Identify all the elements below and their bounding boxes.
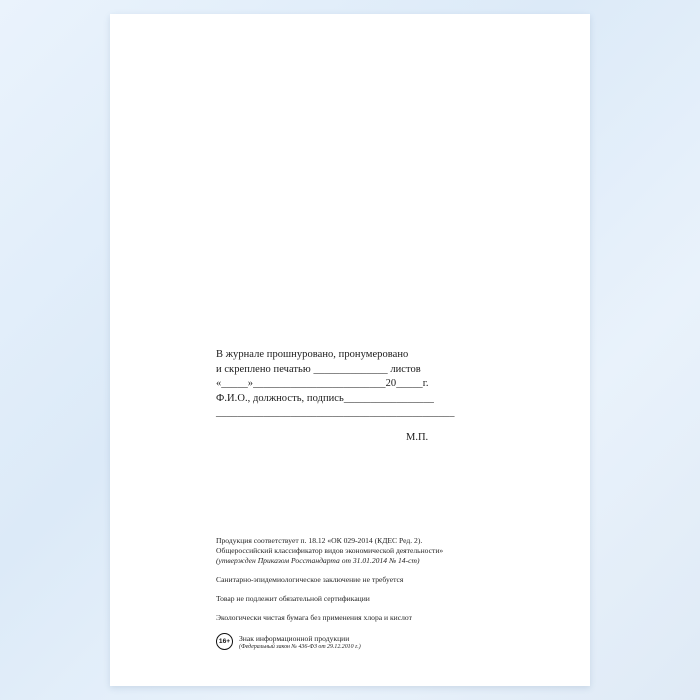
age-mark-row	[216, 633, 566, 651]
certification-line-2: и скреплено печатью ______________ листов	[216, 363, 421, 375]
compliance-line-1: Продукция соответствует п. 18.12 «ОК 029-2014 (КДЕС Ред. 2).	[216, 536, 423, 545]
certification-note: Товар не подлежит обязательной сертификации	[216, 594, 370, 604]
sanitary-note: Санитарно-эпидемиологическое заключение не требуется	[216, 575, 404, 585]
certification-line-5: _____________________________________________	[216, 407, 455, 419]
compliance-line-2: Общероссийский классификатор видов экономической деятельности»	[216, 546, 444, 556]
age-mark-subtitle: (Федеральный закон № 436-ФЗ от 29.12.2010 г.)	[239, 643, 361, 650]
age-mark-title: Знак информационной продукции	[239, 633, 350, 643]
stamp-place-label: М.П.	[406, 432, 429, 443]
document-page	[110, 14, 590, 686]
certification-line-1: В журнале прошнуровано, пронумеровано	[216, 349, 409, 360]
compliance-line-3: (утвержден Приказом Росстандарта от 31.01.2014 № 14-ст)	[216, 556, 420, 566]
age-rating-icon: 16+	[216, 633, 233, 650]
certification-line-3: «_____»_________________________20_____г.	[216, 378, 429, 390]
certification-block	[216, 348, 546, 421]
eco-paper-note: Экологически чистая бумага без применения хлора и кислот	[216, 613, 412, 623]
product-compliance-block	[216, 536, 566, 566]
certification-line-4: Ф.И.О., должность, подпись_________________	[216, 392, 434, 404]
legal-block	[216, 536, 566, 651]
